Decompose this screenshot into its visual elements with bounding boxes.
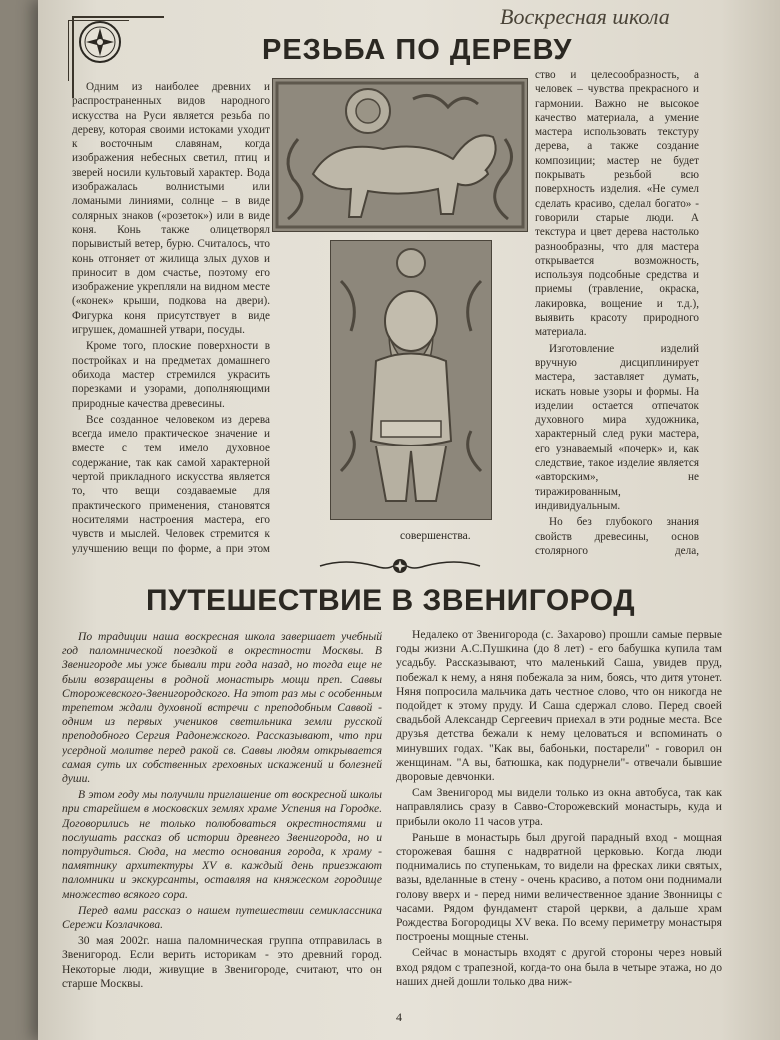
article1-left-paragraph: Кроме того, плоские поверхности в постройках и на предметах домашнего обихода мастер стремился украсить порезками и узорами, дополняющими природные качества древесины. xyxy=(72,340,270,410)
section-label: Воскресная школа xyxy=(500,4,670,29)
article2-left-column xyxy=(62,630,382,1000)
article2-right-paragraph: Сейчас в монастырь входят с другой стороны через новый вход рядом с трапезной, когда-то она была в четыре этажа, но до наших дней дошли только два ниж- xyxy=(396,946,722,988)
article2-left-paragraph: По традиции наша воскресная школа завершает учебный год паломнической поездкой в окрестности Москвы. В Звенигороде мы уже бывали три года назад, но тогда еще не были возвращены в родной монастырь мощи преп. Саввы Сторожевского-Звенигородского. На этот раз мы с особенным трепетом ждали духовной встречи с преподобным Саввой - одним из первых учеников светильника земли русской преподобного Сергия Радонежского. Рассказывают, что при усердной молитве перед ракой св. Саввы людям открывается самая суть их собственных греховных искажений и болезней души. xyxy=(62,630,382,786)
article2-right-paragraph: Недалеко от Звенигорода (с. Захарово) прошли самые первые годы жизни А.С.Пушкина (до 8 лет) - его бабушка купила там усадьбу. Рассказывают, что маленький Саша, увидев пруд, побежал к нему, а няня побежала за ним, боясь, что дитя утонет. Няня попросила мальчика дать честное слово, что он никогда не подойдет к этому пруду. И Саша сдержал слово. Перед своей свадьбой Александр Сергеевич приехал в эти родные места. Все друзья детства бежали к нему целоваться и вспоминать о минувших годах. "Как вы, бабоньки, постарели" - говорил он женщинам. "А вы, батюшка, как подурнели"- отвечали бывшие дворовые девчонки. xyxy=(396,628,722,784)
page-number: 4 xyxy=(396,1010,402,1024)
wood-carving-horse-image xyxy=(272,78,528,232)
article1-right-paragraph: Изготовление изделий вручную дисциплинирует мастера, заставляет думать, искать новые узоры и формы. На изделии остается отпечаток духовного мира художника, характерный след руки мастера, его узнаваемый «почерк» и, как следствие, такое изделие является «авторским», не тиражированным, индивидуальным. xyxy=(535,342,699,512)
article2-right-column xyxy=(396,628,722,1008)
article1-headline: РЕЗЬБА ПО ДЕРЕВУ xyxy=(262,34,573,66)
article1-left-column xyxy=(72,80,270,558)
wood-carving-musician-image xyxy=(330,240,492,520)
article2-left-paragraph: 30 мая 2002г. наша паломническая группа отправилась в Звенигород. Если верить историкам - это древний город. Некоторые люди, живущие в Звенигороде, считают, что он старше Москвы. xyxy=(62,934,382,990)
orthodox-cross-logo-icon xyxy=(78,20,122,64)
ornamental-divider-icon xyxy=(315,556,485,576)
article1-left-paragraph: Все созданное человеком из дерева всегда имело практическое значение и вместе с тем имело духовное содержание, так как самой характерной чертой прикладного искусства является то, что вещи создаваемые для практического применения, становятся носителями настроения мастера, его чувств и мыслей. Человек стремится к улучшению вещи по форме, а при этом xyxy=(72,413,270,555)
article1-right-column xyxy=(535,68,699,558)
article1-right-paragraph: ство и целесообразность, а человек – чувства прекрасного и гармонии. Важно не высокое качество материала, а умение мастера использовать текстуру дерева, а также создание композиции; мастер не будет покрывать резьбой всю поверхность изделия. «Не сумел сделать красиво, сделал богато» - говорили старые люди. А текстура и цвет дерева настолько разнообразны, что для мастера открывается возможность, используя подсобные средства и приемы (травление, окраска, лакировка, вощение и т.д.), выявить красоту природного материала. xyxy=(535,69,699,339)
article2-right-paragraph: Раньше в монастырь был другой парадный вход - мощная сторожевая башня с надвратной церковью. Когда люди поднимались по ступенькам, то видели на фресках лики святых, вазы, вделанные в стену - очень красиво, а потом они поднимали голову вверх и - перед ними величественное здание Звонницы с часами. Рядом фундамент старой церкви, а дальше храм Рождества Богородицы XV века. По всему периметру монастыря построены мощные стены. xyxy=(396,830,722,944)
article1-right-paragraph: Но без глубокого знания свойств древесины, основ столярного дела, xyxy=(535,516,699,557)
article2-left-paragraph: В этом году мы получили приглашение от воскресной школы при старейшем в московских землях храме Успения на Городке. Договорились не только полюбоваться окрестностями и послушать рассказ об истории древнего Звенигорода, но и потрудиться. Сюда, на место основания города, к храму - памятнику архитектуры XV в. каждый день приезжают паломники и экскурсанты, оставляя на княжеском городище множество всякого сора. xyxy=(62,788,382,901)
article2-headline: ПУТЕШЕСТВИЕ В ЗВЕНИГОРОД xyxy=(146,584,636,617)
article1-continuation: совершенства. xyxy=(400,530,471,542)
article1-left-paragraph: Одним из наиболее древних и распространенных видов народного искусства на Руси является резьба по дереву, которая своими истоками уходит к восточным славянам, когда изображения небесных светил, птиц и зверей носили культовый характер. Вода изображалась волнистыми или ломаными линиями, солнце – в виде солярных знаков («розеток») или в виде коня. Конь также олицетворял порывистый ветер, бурю. Считалось, что конь отгоняет от жилища злых духов и приносит в дом счастье, поэтому его изображение укрепляли на видном месте («конек» крыши, подкова на двери). Фигурка коня присутствует в виде игрушек, домашней утвари, посуды. xyxy=(72,81,270,337)
article2-left-paragraph: Перед вами рассказ о нашем путешествии семиклассника Сережи Козлачкова. xyxy=(62,903,382,932)
article2-right-paragraph: Сам Звенигород мы видели только из окна автобуса, так как направлялись сразу в Савво-Сторожевский монастырь, куда и прибыли около 11 часов утра. xyxy=(396,786,722,828)
